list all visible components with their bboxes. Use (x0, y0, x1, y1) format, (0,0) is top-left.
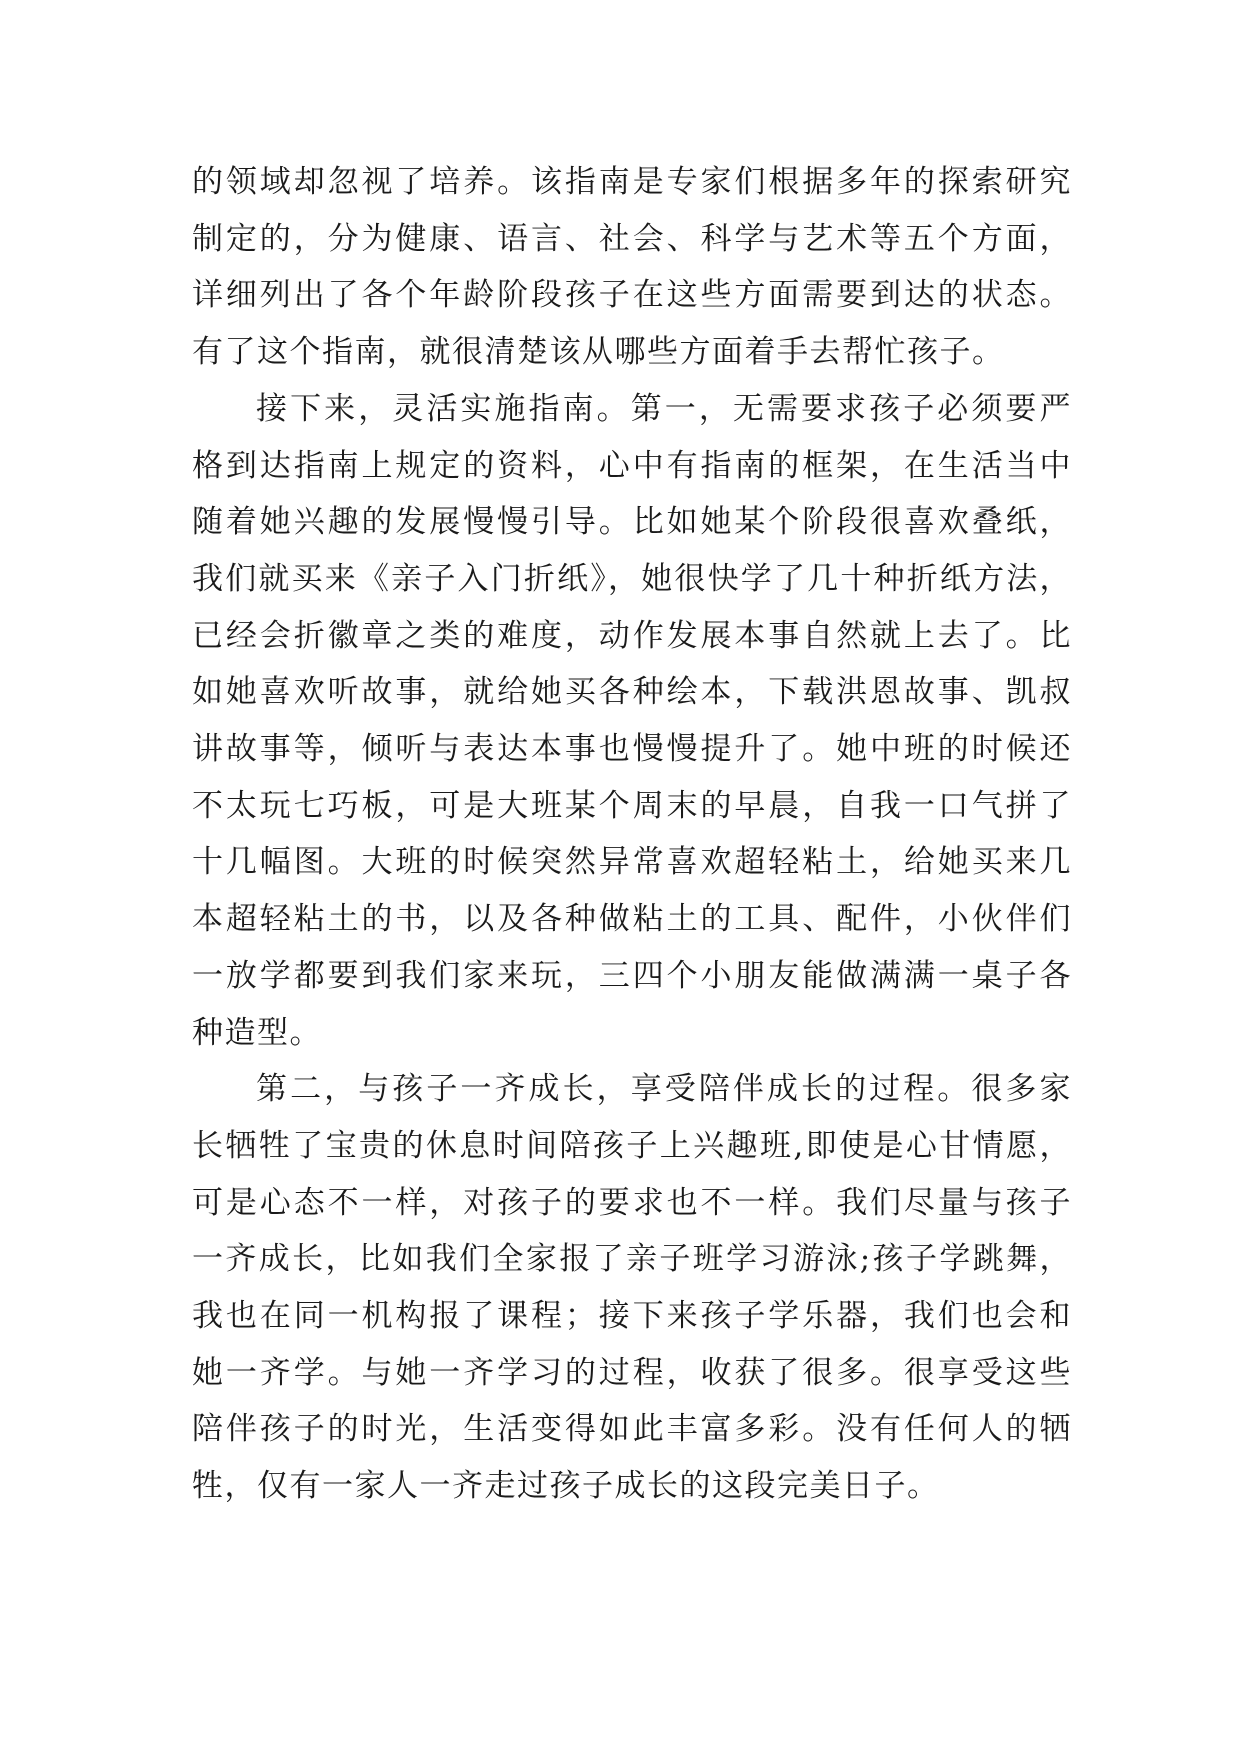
document-body (192, 154, 1072, 1515)
text-line: 有了这个指南，就很清楚该从哪些方面着手去帮忙孩子。 (192, 334, 1005, 371)
text-line: 十几幅图。大班的时候突然异常喜欢超轻粘土，给她买来几 (192, 844, 1072, 881)
text-line: 格到达指南上规定的资料，心中有指南的框架，在生活当中 (192, 447, 1072, 484)
text-line: 随着她兴趣的发展慢慢引导。比如她某个阶段很喜欢叠纸， (192, 504, 1072, 541)
text-line: 接下来，灵活实施指南。第一，无需要求孩子必须要严 (256, 390, 1072, 427)
text-line: 一放学都要到我们家来玩，三四个小朋友能做满满一桌子各 (192, 957, 1072, 994)
text-line: 陪伴孩子的时光，生活变得如此丰富多彩。没有任何人的牺 (192, 1411, 1072, 1448)
text-line: 如她喜欢听故事，就给她买各种绘本，下载洪恩故事、凯叔 (192, 674, 1072, 711)
text-line: 已经会折徽章之类的难度，动作发展本事自然就上去了。比 (192, 617, 1072, 654)
text-line: 长牺牲了宝贵的休息时间陪孩子上兴趣班,即使是心甘情愿， (192, 1127, 1072, 1164)
text-line: 讲故事等，倾听与表达本事也慢慢提升了。她中班的时候还 (192, 731, 1072, 768)
text-line: 第二，与孩子一齐成长，享受陪伴成长的过程。很多家 (256, 1071, 1072, 1108)
text-line: 本超轻粘土的书，以及各种做粘土的工具、配件，小伙伴们 (192, 901, 1072, 938)
text-line: 种造型。 (192, 1014, 322, 1051)
paragraph (192, 381, 1072, 1061)
paragraph (192, 1061, 1072, 1515)
text-line: 可是心态不一样，对孩子的要求也不一样。我们尽量与孩子 (192, 1184, 1072, 1221)
text-line: 不太玩七巧板，可是大班某个周末的早晨，自我一口气拼了 (192, 787, 1072, 824)
text-line: 一齐成长，比如我们全家报了亲子班学习游泳;孩子学跳舞， (192, 1241, 1072, 1278)
paragraph (192, 154, 1072, 381)
text-line: 制定的，分为健康、语言、社会、科学与艺术等五个方面， (192, 220, 1072, 257)
text-line: 牲，仅有一家人一齐走过孩子成长的这段完美日子。 (192, 1468, 940, 1505)
text-line: 的领域却忽视了培养。该指南是专家们根据多年的探索研究 (192, 164, 1072, 200)
text-line: 我也在同一机构报了课程；接下来孩子学乐器，我们也会和 (192, 1298, 1072, 1335)
text-line: 详细列出了各个年龄阶段孩子在这些方面需要到达的状态。 (192, 277, 1072, 314)
text-line: 我们就买来《亲子入门折纸》，她很快学了几十种折纸方法， (192, 560, 1072, 597)
text-line: 她一齐学。与她一齐学习的过程，收获了很多。很享受这些 (192, 1354, 1072, 1391)
